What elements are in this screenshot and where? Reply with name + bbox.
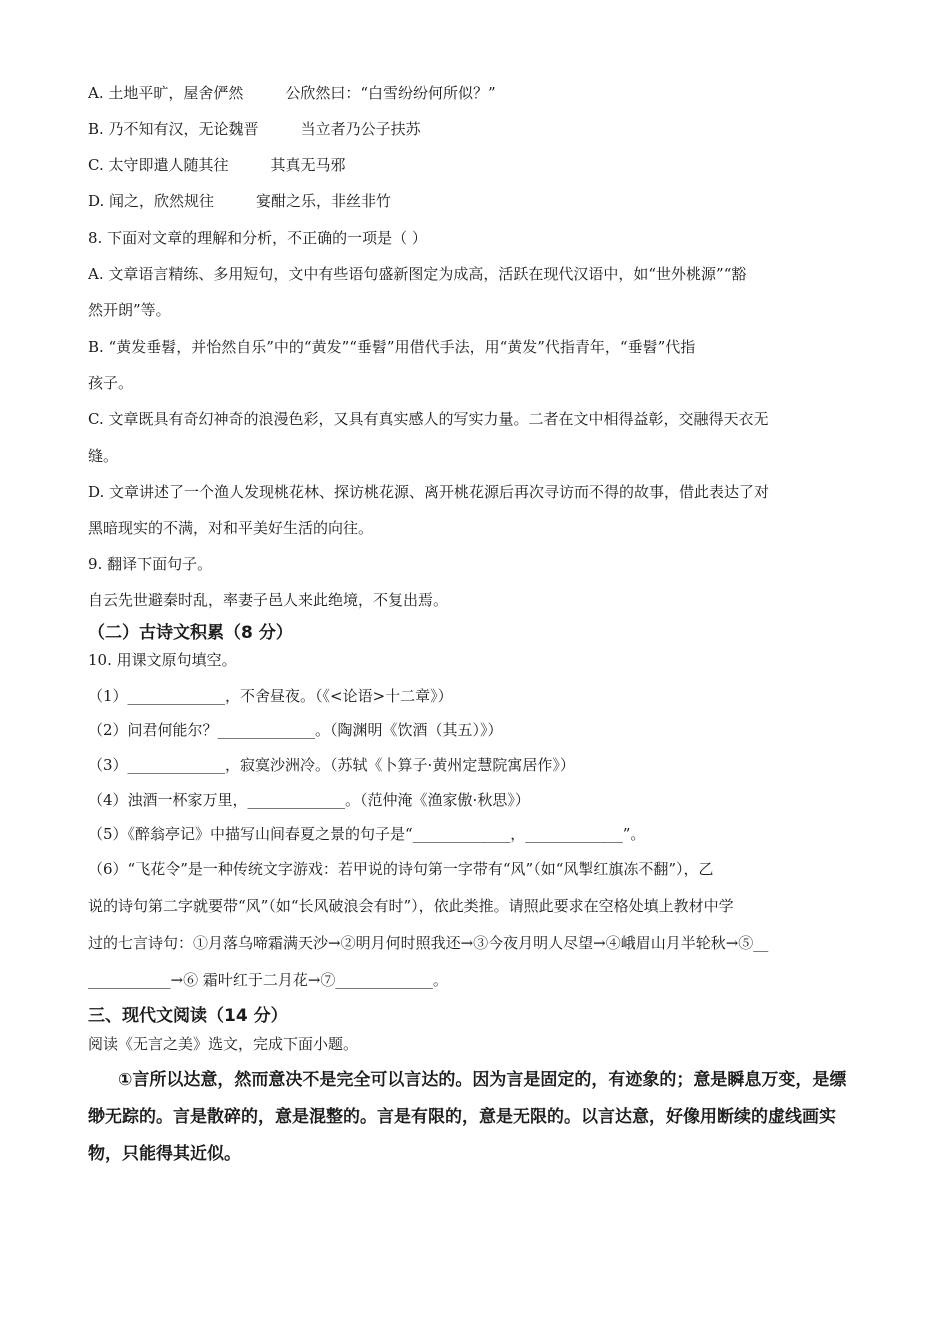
q10-stem: 10. 用课文原句填空。 <box>88 651 237 669</box>
q9-stem: 9. 翻译下面句子。 <box>88 555 213 573</box>
q8-line: A. 文章语言精练、多用短句，文中有些语句盛新图定为成高，活跃在现代汉语中，如“世外桃源”“豁 <box>88 265 747 283</box>
q7-option-a-right: 公欣然曰：“白雪纷纷何所似？” <box>285 84 496 102</box>
q8-line: 缝。 <box>88 447 119 465</box>
q8-stem: 8. 下面对文章的理解和分析，不正确的一项是（ ） <box>88 229 427 247</box>
q7-option-b <box>88 119 421 139</box>
q10-item: （5）《醉翁亭记》中描写山间春夏之景的句子是“_____________，_____________”。 <box>88 825 646 843</box>
q9-sentence: 自云先世避秦时乱，率妻子邑人来此绝境，不复出焉。 <box>88 591 449 609</box>
q10-item: （1）_____________，不舍昼夜。（《<论语>十二章》） <box>88 687 453 705</box>
section-3-intro: 阅读《无言之美》选文，完成下面小题。 <box>88 1035 359 1053</box>
section-3-heading: 三、现代文阅读（14 分） <box>88 1006 288 1026</box>
q7-option-d <box>88 191 391 211</box>
q10-item: （4）浊酒一杯家万里，_____________。（范仲淹《渔家傲·秋思》） <box>88 791 530 809</box>
q7-option-a <box>88 83 496 103</box>
q8-line: C. 文章既具有奇幻神奇的浪漫色彩，又具有真实感人的写实力量。二者在文中相得益彰，交融得天衣无 <box>88 410 769 428</box>
q8-line: 黑暗现实的不满，对和平美好生活的向往。 <box>88 519 374 537</box>
q8-line: 然开朗”等。 <box>88 301 171 319</box>
section-2-heading: （二）古诗文积累（8 分） <box>88 623 293 643</box>
q7-option-b-left: B. 乃不知有汉，无论魏晋 <box>88 120 259 138</box>
q8-line: D. 文章讲述了一个渔人发现桃花林、探访桃花源、离开桃花源后再次寻访而不得的故事，借此表达了对 <box>88 483 770 501</box>
reading-paragraph: ①言所以达意，然而意决不是完全可以言达的。因为言是固定的，有迹象的；意是瞬息万变，是缥缈无踪的。言是散碎的，意是混整的。言是有限的，意是无限的。以言达意，好像用断续的虚线画实物，只能得其近似。 <box>88 1070 847 1164</box>
q7-option-b-right: 当立者乃公子扶苏 <box>300 120 421 138</box>
q10-item: （6）“飞花令”是一种传统文字游戏：若甲说的诗句第一字带有“风”（如“风掣红旗冻不翻”），乙 <box>88 860 714 878</box>
q10-item: ___________→⑥ 霜叶红于二月花→⑦_____________。 <box>88 971 448 989</box>
q7-option-c-left: C. 太守即遣人随其往 <box>88 156 229 174</box>
q7-option-c <box>88 155 346 175</box>
q10-item: 过的七言诗句：①月落乌啼霜满天沙→②明月何时照我还→③今夜月明人尽望→④峨眉山月半轮秋→⑤__ <box>88 934 769 952</box>
q10-item: （3）_____________，寂寞沙洲冷。（苏轼《卜算子·黄州定慧院寓居作》） <box>88 756 575 774</box>
q8-line: 孩子。 <box>88 374 134 392</box>
q10-item: （2）问君何能尔？_____________。（陶渊明《饮酒（其五）》） <box>88 721 503 739</box>
q7-option-d-left: D. 闻之，欣然规往 <box>88 192 215 210</box>
q7-option-c-right: 其真无马邪 <box>270 156 346 174</box>
q10-item: 说的诗句第二字就要带“风”（如“长风破浪会有时”），依此类推。请照此要求在空格处填上教材中学 <box>88 897 734 915</box>
q7-option-a-left: A. 土地平旷，屋舍俨然 <box>88 84 244 102</box>
q7-option-d-right: 宴酣之乐，非丝非竹 <box>256 192 392 210</box>
q8-line: B. “黄发垂髫，并怡然自乐”中的“黄发”“垂髫”用借代手法，用“黄发”代指青年，“垂髫”代指 <box>88 338 696 356</box>
